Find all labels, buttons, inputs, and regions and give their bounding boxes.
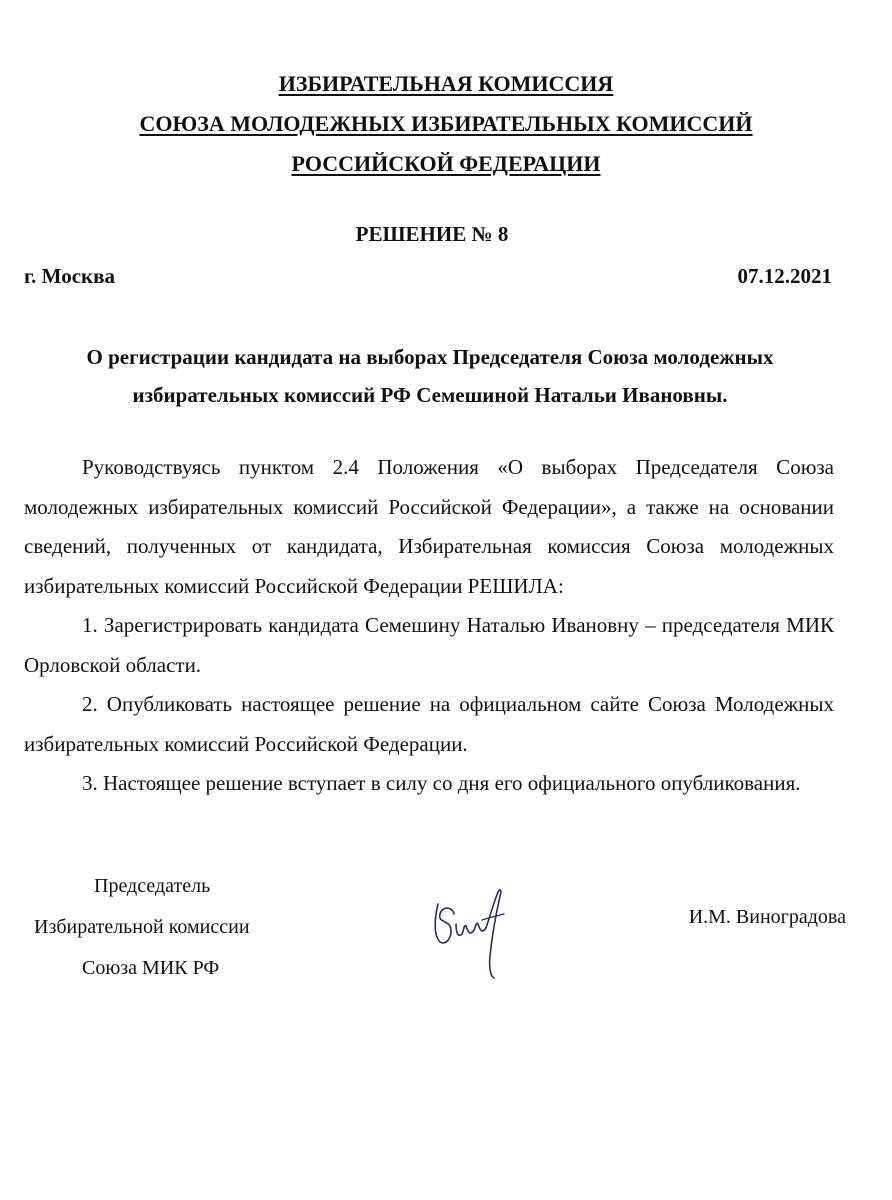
signatory-name: И.М. Виноградова bbox=[688, 906, 846, 928]
decision-item-2: 2. Опубликовать настоящее решение на официальном сайте Союза Молодежных избирательных комиссий Российской Федерации. bbox=[24, 692, 834, 756]
header-line-3: РОССИЙСКОЙ ФЕДЕРАЦИИ bbox=[291, 151, 601, 176]
decision-item-1: 1. Зарегистрировать кандидата Семешину Наталью Ивановну – председателя МИК Орловской области. bbox=[24, 613, 834, 677]
position-line-2: Избирательной комиссии bbox=[34, 916, 250, 938]
decision-city: г. Москва bbox=[24, 264, 115, 288]
position-line-3: Союза МИК РФ bbox=[82, 957, 220, 979]
document-header bbox=[0, 64, 892, 184]
preamble-paragraph: Руководствуясь пунктом 2.4 Положения «О выборах Председателя Союза молодежных избирательных комиссий Российской Федерации», а также на основании сведений, полученных от кандидата, Избирательная комиссия Союза молодежных избирательных комиссий Российской Федерации РЕШИЛА: bbox=[24, 455, 834, 598]
decision-item-3: 3. Настоящее решение вступает в силу со дня его официального опубликования. bbox=[82, 771, 801, 795]
header-line-2: СОЮЗА МОЛОДЕЖНЫХ ИЗБИРАТЕЛЬНЫХ КОМИССИЙ bbox=[139, 111, 753, 136]
decision-date: 07.12.2021 bbox=[737, 264, 832, 288]
subject-line-2: избирательных комиссий РФ Семешиной Натальи Ивановны. bbox=[132, 383, 728, 407]
handwritten-signature-icon bbox=[428, 880, 512, 984]
subject-line-1: О регистрации кандидата на выборах Председателя Союза молодежных bbox=[86, 345, 774, 369]
header-line-1: ИЗБИРАТЕЛЬНАЯ КОМИССИЯ bbox=[278, 71, 614, 96]
position-line-1: Председатель bbox=[94, 875, 211, 897]
decision-body bbox=[24, 448, 834, 804]
decision-subject bbox=[30, 338, 830, 414]
decision-title: РЕШЕНИЕ № 8 bbox=[355, 222, 509, 246]
signatory-position bbox=[24, 866, 250, 989]
